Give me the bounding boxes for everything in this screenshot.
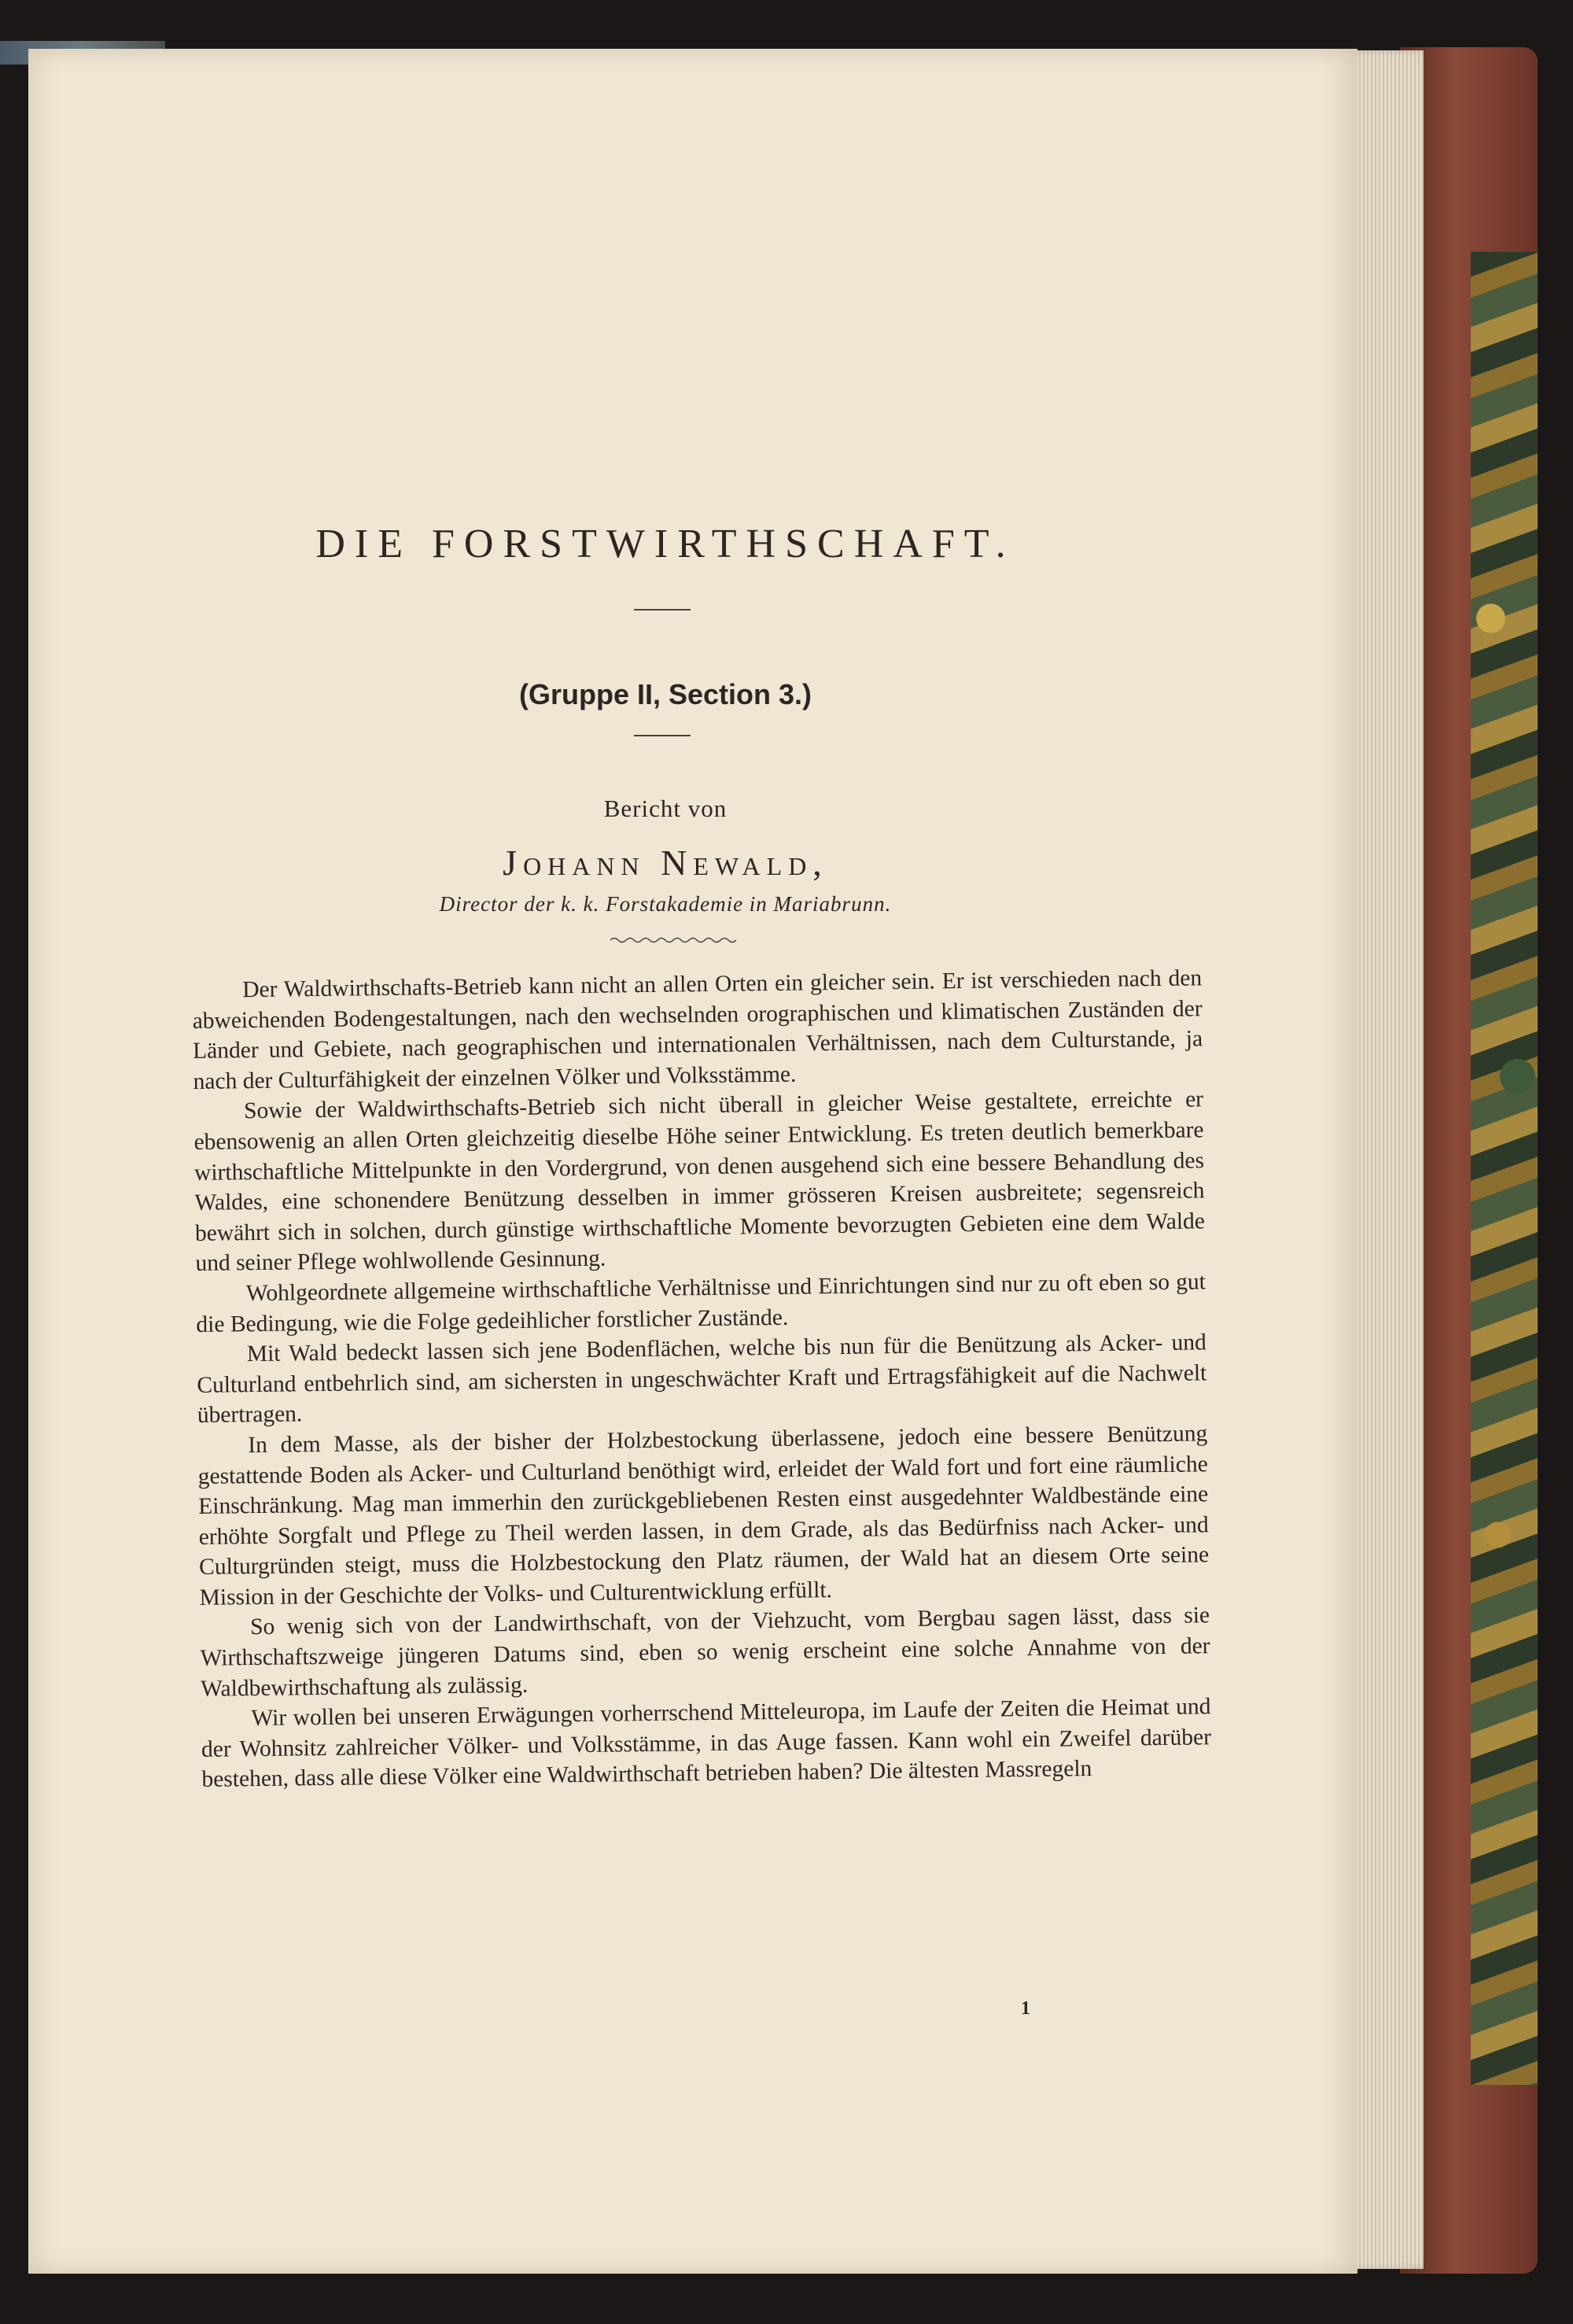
section-subtitle: (Gruppe II, Section 3.) bbox=[518, 678, 812, 710]
paragraph: Sowie der Waldwirthschafts-Betrieb sich nicht überall in gleicher Weise gestaltete, erreichte er ebensowenig an allen Orten gleichzeitig dieselbe Höhe seiner Entwicklung. Es treten deutlich bemerkbare wirthschaftliche Mittelpunkte in den Vordergrund, von denen ausgehend sich eine bessere Behandlung des Waldes, eine schonendere Benützung desselben in immer grösseren Kreisen ausbreitete; segensreich bewährt sich in solchen, durch günstige wirthschaftliche Momente bevorzugten Gebieten eine dem Walde und seiner Pflege wohlwollende Gesinnung. bbox=[193, 1086, 1206, 1277]
author-affiliation: Director der k. k. Forstakademie in Mariabrunn. bbox=[439, 892, 892, 916]
author-name: Johann Newald, bbox=[503, 843, 828, 883]
report-by-label: Bericht von bbox=[603, 795, 728, 822]
body-text bbox=[192, 963, 1212, 1795]
paragraph: In dem Masse, als der bisher der Holzbestockung überlassene, jedoch eine bessere Benützung gestattende Boden als Acker- und Culturland benöthigt wird, erleidet der Wald fort und fort eine räumliche Einschränkung. Mag man immerhin den zurückgebliebenen Resten einst ausgedehnter Waldbestände eine erhöhte Sorgfalt und Pflege zu Theil werden lassen, in dem Grade, als das Bedürfniss nach Acker- und Culturgründen steigt, muss die Holzbestockung den Platz räumen, der Wald hat an diesem Orte seine Mission in der Geschichte der Volks- und Culturentwicklung erfüllt. bbox=[197, 1421, 1210, 1610]
paragraph: Wohlgeordnete allgemeine wirthschaftliche Verhältnisse und Einrichtungen sind nur zu oft eben so gut die Bedingung, wie die Folge gedeihlicher forstlicher Zustände. bbox=[196, 1269, 1206, 1337]
paragraph: Mit Wald bedeckt lassen sich jene Bodenflächen, welche bis nun für die Benützung als Acker- und Culturland entbehrlich sind, am sichersten in ungeschwächter Kraft und Ertragsfähigkeit auf die Nachwelt übertragen. bbox=[197, 1330, 1207, 1429]
subtitle-rule bbox=[634, 735, 691, 736]
paragraph: So wenig sich von der Landwirthschaft, von der Viehzucht, vom Bergbau sagen lässt, dass sie Wirthschaftszweige jüngeren Datums sind, eben so wenig erscheint eine solche Annahme von der Waldbewirthschaftung als zulässig. bbox=[200, 1603, 1210, 1702]
wavy-ornament bbox=[610, 936, 736, 944]
paragraph: Der Waldwirthschafts-Betrieb kann nicht an allen Orten ein gleicher sein. Er ist verschieden nach den abweichenden Bodengestaltungen, nach den wechselnden orographischen und klimatischen Zuständen der Länder und Gebiete, nach geographischen und internationalen Verhältnissen, nach dem Culturstande, ja nach der Culturfähigkeit der einzelnen Völker und Volksstämme. bbox=[192, 965, 1203, 1094]
marbled-edge bbox=[1471, 252, 1538, 2085]
page-number: 1 bbox=[1021, 1998, 1030, 2019]
page-title: DIE FORSTWIRTHSCHAFT. bbox=[315, 522, 1015, 566]
title-rule bbox=[634, 609, 691, 611]
paragraph: Wir wollen bei unseren Erwägungen vorherrschend Mitteleuropa, im Laufe der Zeiten die Heimat und der Wohnsitz zahlreicher Völker- und Volksstämme, in das Auge fassen. Kann wohl ein Zweifel darüber bestehen, dass alle diese Völker eine Waldwirthschaft betrieben haben? Die ältesten Massregeln bbox=[201, 1694, 1212, 1793]
book-page bbox=[28, 49, 1357, 2274]
